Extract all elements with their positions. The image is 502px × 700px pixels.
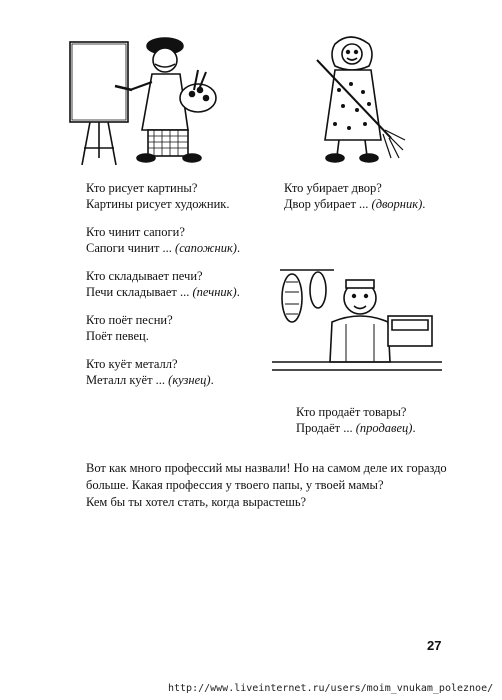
- artist-illustration: [60, 30, 230, 165]
- footer-url[interactable]: http://www.liveinternet.ru/users/moim_vnukam_poleznoe/: [168, 683, 494, 694]
- closing-paragraph: Вот как много профессий мы назвали! Но на самом деле их гораздо больше. Какая профессия у твоего папы, у твоей мамы? Кем бы ты хотел стать, когда вырастешь?: [86, 461, 447, 509]
- smith-question: Кто куёт металл? Металл куёт ... (кузнец).: [86, 357, 214, 387]
- seller-illustration: [272, 262, 442, 382]
- artist-question: Кто рисует картины? Картины рисует художник.: [86, 181, 230, 211]
- cobbler-question: Кто чинит сапоги? Сапоги чинит ... (сапожник).: [86, 225, 241, 255]
- page-number: 27: [427, 638, 442, 653]
- singer-question: Кто поёт песни? Поёт певец.: [86, 313, 173, 343]
- seller-question: Кто продаёт товары? Продаёт ... (продавец).: [296, 405, 416, 435]
- janitor-question: Кто убирает двор? Двор убирает ... (дворник).: [284, 181, 426, 211]
- stove-question: Кто складывает печи? Печи складывает ... (печник).: [86, 269, 240, 299]
- janitor-illustration: [295, 30, 415, 165]
